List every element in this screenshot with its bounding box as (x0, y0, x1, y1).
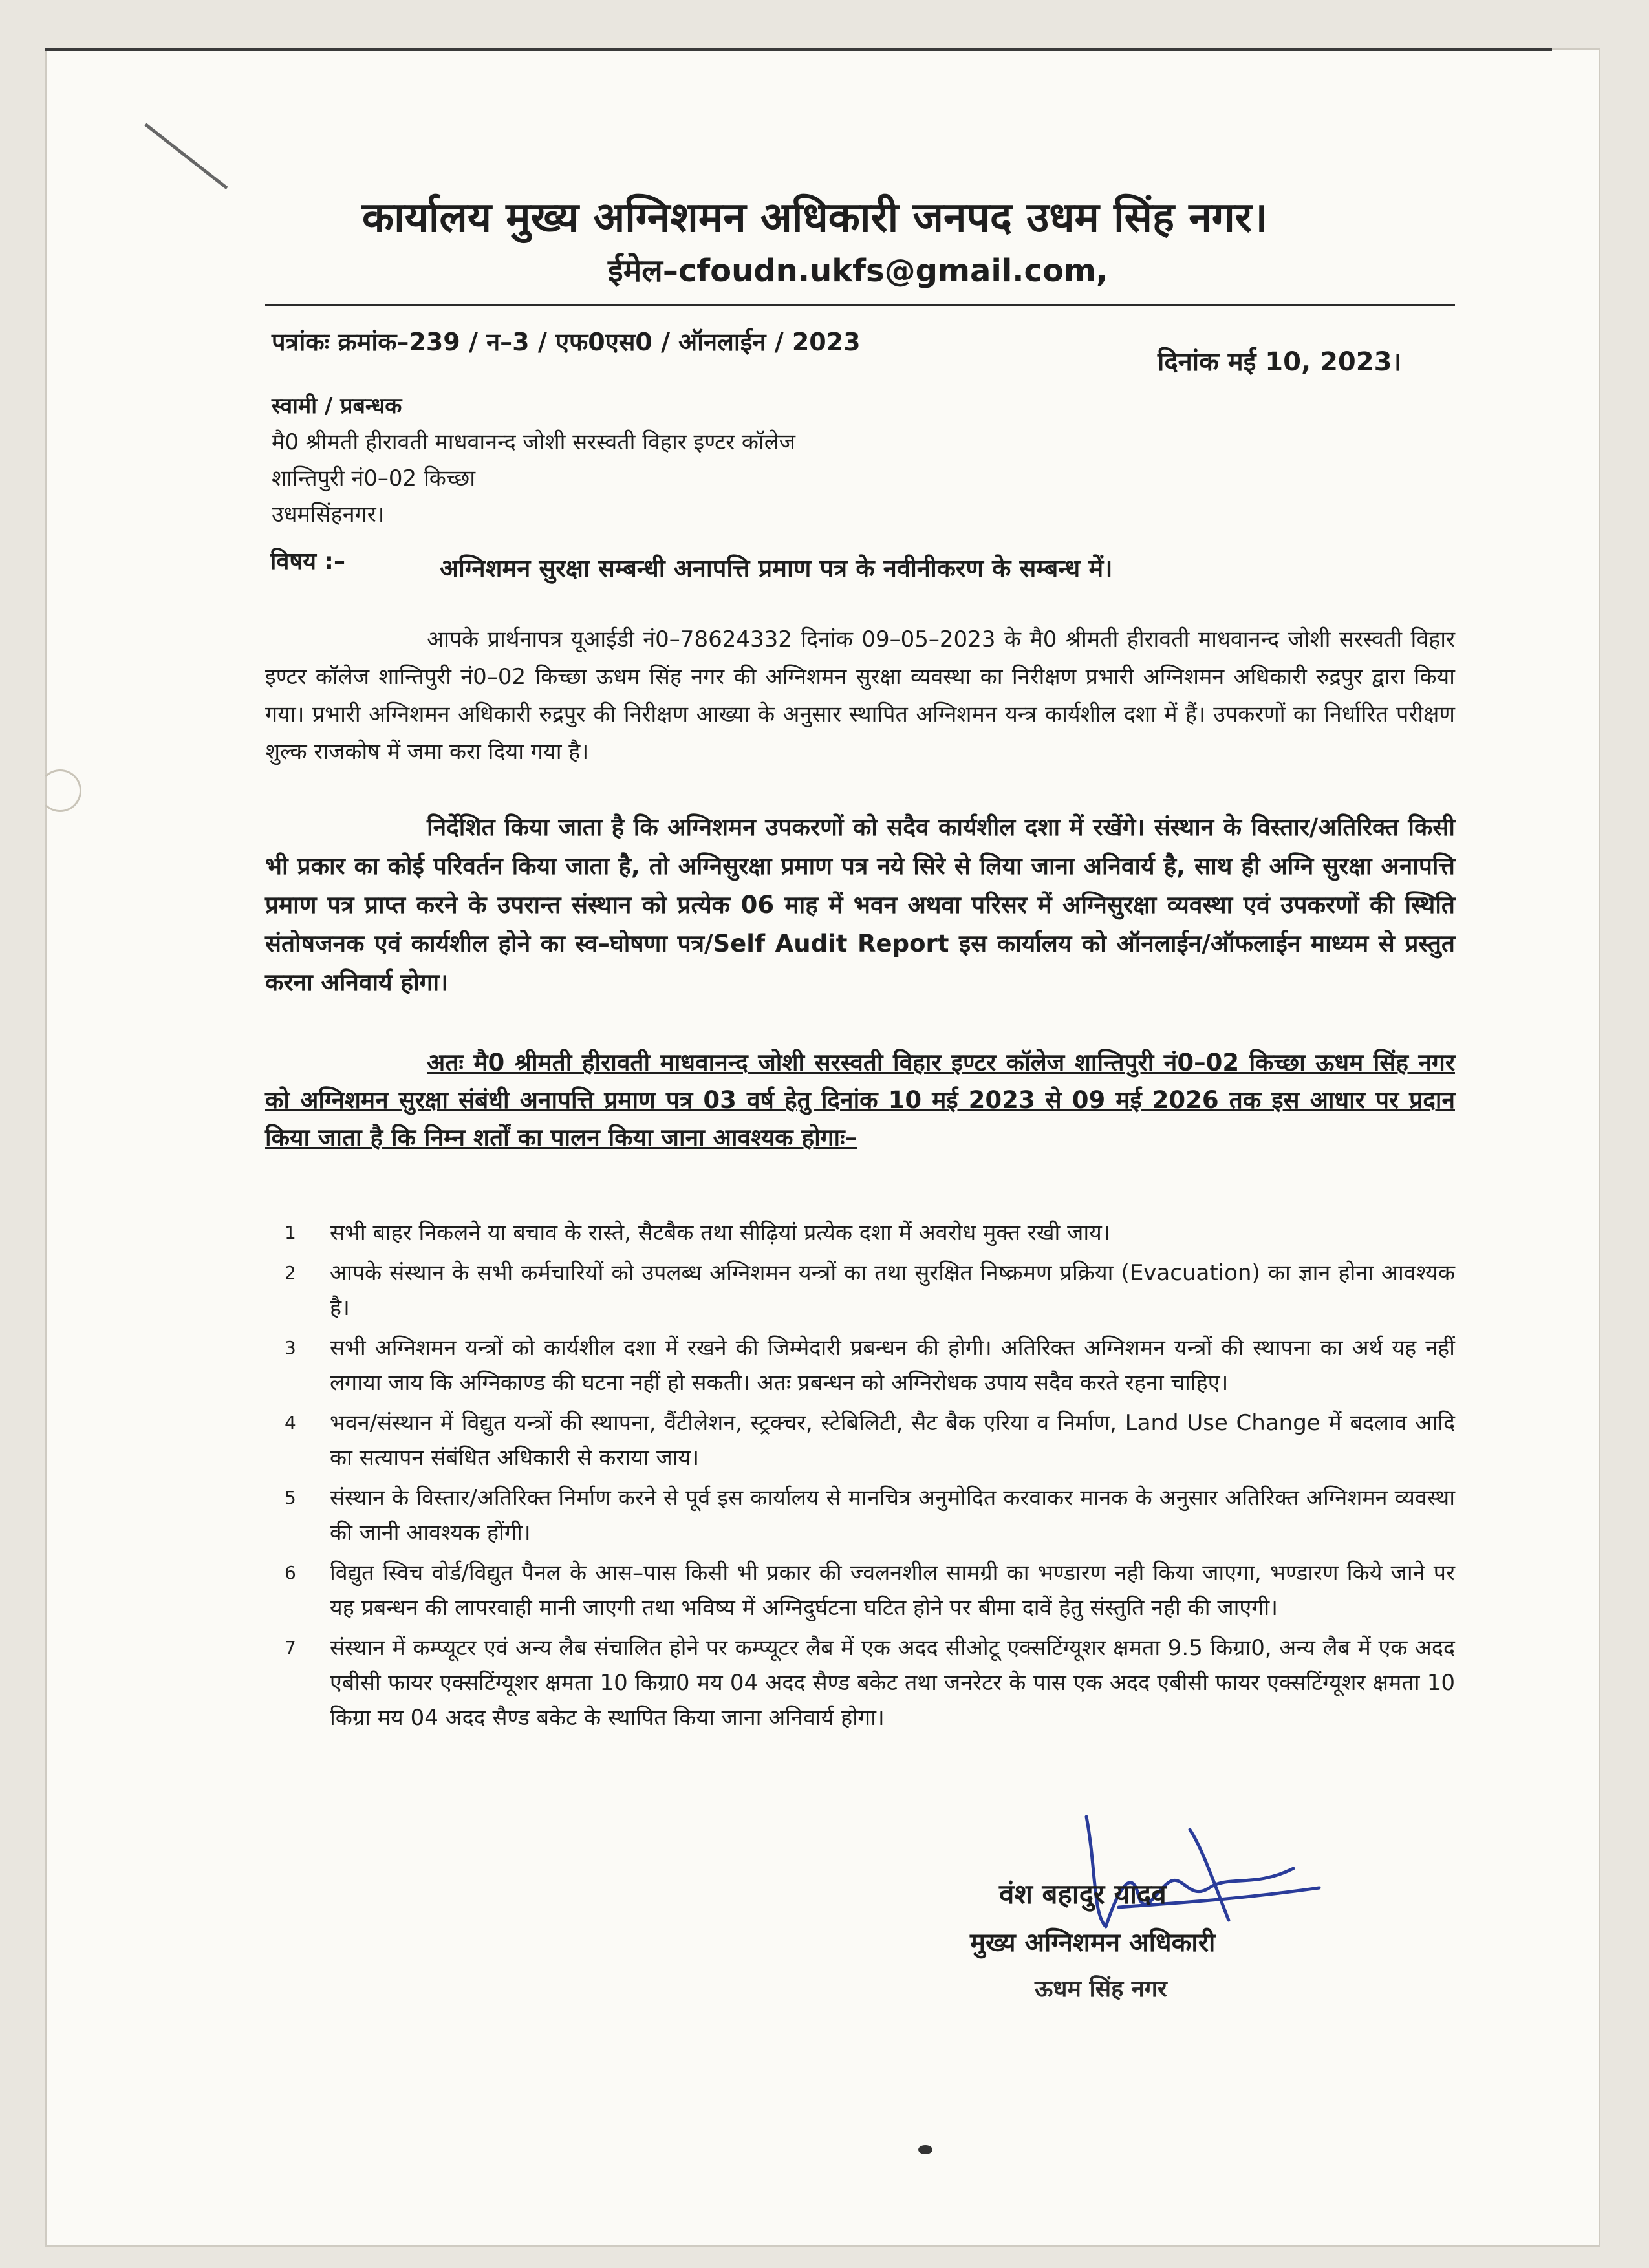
condition-number: 4 (285, 1412, 296, 1433)
letter-date: दिनांक मई 10, 2023। (1158, 347, 1402, 377)
office-title: कार्यालय मुख्य अग्निशमन अधिकारी जनपद उधम सिंह नगर। (362, 194, 1268, 242)
addressee-line: मै0 श्रीमती हीरावती माधवानन्द जोशी सरस्वती विहार इण्टर कॉलेज (272, 429, 796, 455)
header-divider (265, 304, 1455, 306)
condition-number: 7 (285, 1637, 296, 1658)
condition-number: 3 (285, 1337, 296, 1358)
body-paragraph-grant: अतः मै0 श्रीमती हीरावती माधवानन्द जोशी सरस्वती विहार इण्टर कॉलेज शान्तिपुरी नं0–02 किच्छा ऊधम सिंह नगर को अग्निशमन सुरक्षा संबंधी अनापत्ति प्रमाण पत्र 03 वर्ष हेतु दिनांक 10 मई 2023 से 09 मई 2026 तक इस आधार पर प्रदान किया जाता है कि निम्न शर्तों का पालन किया जाना आवश्यक होगाः– (265, 1049, 1455, 1151)
body-paragraph-instructions: निर्देशित किया जाता है कि अग्निशमन उपकरणों को सदैव कार्यशील दशा में रखेंगे। संस्थान के विस्तार/अतिरिक्त किसी भी प्रकार का कोई परिवर्तन किया जाता है, तो अग्निसुरक्षा प्रमाण पत्र नये सिरे से लिया जाना अनिवार्य है, साथ ही अग्नि सुरक्षा अनापत्ति प्रमाण पत्र प्राप्त करने के उपरान्त संस्थान को प्रत्येक 06 माह में भवन अथवा परिसर में अग्निसुरक्षा व्यवस्था एवं उपकरणों की स्थिति संतोषजनक एवं कार्यशील होने का स्व–घोषणा पत्र/Self Audit Report इस कार्यालय को ऑनलाईन/ऑफलाईन माध्यम से प्रस्तुत करना अनिवार्य होगा। (265, 813, 1455, 996)
condition-text: सभी बाहर निकलने या बचाव के रास्ते, सैटबैक तथा सीढ़ियां प्रत्येक दशा में अवरोध मुक्त रखी जाय। (330, 1220, 1110, 1246)
office-email: ईमेल–cfoudn.ukfs@gmail.com, (608, 253, 1108, 289)
list-item (285, 1256, 1455, 1325)
signatory-name: वंश बहादुर यादव (999, 1878, 1167, 1910)
condition-text: भवन/संस्थान में विद्युत यन्त्रों की स्थापना, वैंटीलेशन, स्ट्रक्चर, स्टेबिलिटी, सैट बैक एरिया व निर्माण, Land Use Change में बदलाव आदि का सत्यापन संबंधित अधिकारी से कराया जाय। (330, 1410, 1455, 1471)
condition-text: आपके संस्थान के सभी कर्मचारियों को उपलब्ध अग्निशमन यन्त्रों का तथा सुरक्षित निष्क्रमण प्रक्रिया (Evacuation) का ज्ञान होना आवश्यक है। (330, 1260, 1455, 1321)
addressee-line: शान्तिपुरी नं0–02 किच्छा (272, 465, 476, 491)
addressee-line: उधमसिंहनगर। (272, 502, 385, 528)
condition-text: संस्थान के विस्तार/अतिरिक्त निर्माण करने से पूर्व इस कार्यालय से मानचित्र अनुमोदित करवाकर मानक के अनुसार अतिरिक्त अग्निशमन व्यवस्था की जानी आवश्यक होंगी। (330, 1485, 1455, 1546)
letter-reference-number: पत्रांकः क्रमांक–239 / न–3 / एफ0एस0 / ऑनलाईन / 2023 (272, 328, 861, 356)
list-item (285, 1331, 1455, 1400)
conditions-list (285, 1215, 1455, 1740)
condition-text: विद्युत स्विच वोर्ड/विद्युत पैनल के आस–पास किसी भी प्रकार की ज्वलनशील सामग्री का भण्डारण नही किया जाएगा, भण्डारण किये जाने पर यह प्रबन्धन की लापरवाही मानी जाएगी तथा भविष्य में अग्निदुर्घटना घटित होने पर बीमा दावें हेतु संस्तुति नही की जाएगी। (330, 1560, 1455, 1621)
condition-number: 6 (285, 1562, 296, 1583)
addressee-block (272, 388, 795, 533)
condition-number: 5 (285, 1487, 296, 1508)
scan-edge-line (45, 48, 1552, 51)
subject-text: अग्निशमन सुरक्षा सम्बन्धी अनापत्ति प्रमाण पत्र के नवीनीकरण के सम्बन्ध में। (440, 554, 1113, 583)
condition-number: 1 (285, 1222, 296, 1243)
list-item (285, 1406, 1455, 1475)
list-item (285, 1481, 1455, 1550)
punch-hole-mark (39, 769, 81, 812)
list-item (285, 1215, 1455, 1250)
addressee-title: स्वामी / प्रबन्धक (272, 393, 402, 419)
condition-text: सभी अग्निशमन यन्त्रों को कार्यशील दशा में रखने की जिम्मेदारी प्रबन्धन की होगी। अतिरिक्त अग्निशमन यन्त्रों की स्थापना का अर्थ यह नहीं लगाया जाय कि अग्निकाण्ड की घटना नहीं हो सकती। अतः प्रबन्धन को अग्निरोधक उपाय सदैव करते रहना चाहिए। (330, 1335, 1455, 1396)
body-paragraph-inspection: आपके प्रार्थनापत्र यूआईडी नं0–78624332 दिनांक 09–05–2023 के मै0 श्रीमती हीरावती माधवानन्द जोशी सरस्वती विहार इण्टर कॉलेज शान्तिपुरी नं0–02 किच्छा ऊधम सिंह नगर की अग्निशमन सुरक्षा व्यवस्था का निरीक्षण प्रभारी अग्निशमन अधिकारी रुद्रपुर द्वारा किया गया। प्रभारी अग्निशमन अधिकारी रुद्रपुर की निरीक्षण आख्या के अनुसार स्थापित अग्निशमन यन्त्र कार्यशील दशा में हैं। उपकरणों का निर्धारित परीक्षण शुल्क राजकोष में जमा करा दिया गया है। (265, 626, 1455, 765)
subject-label: विषय :– (270, 548, 345, 575)
signatory-designation: मुख्य अग्निशमन अधिकारी (970, 1928, 1216, 1958)
condition-text: संस्थान में कम्प्यूटर एवं अन्य लैब संचालित होने पर कम्प्यूटर लैब में एक अदद सीओटू एक्सटिंग्यूशर क्षमता 9.5 किग्रा0, अन्य लैब में एक अदद एबीसी फायर एक्सटिंग्यूशर क्षमता 10 किग्रा0 मय 04 अदद सैण्ड बकेट तथा जनरेटर के पास एक अदद एबीसी फायर एक्सटिंग्यूशर क्षमता 10 किग्रा मय 04 अदद सैण्ड बकेट के स्थापित किया जाना अनिवार्य होगा। (330, 1635, 1455, 1731)
list-item (285, 1556, 1455, 1625)
condition-number: 2 (285, 1262, 296, 1283)
list-item (285, 1631, 1455, 1735)
scan-ink-spot (918, 2145, 932, 2154)
signatory-place: ऊधम सिंह नगर (1035, 1976, 1167, 2002)
